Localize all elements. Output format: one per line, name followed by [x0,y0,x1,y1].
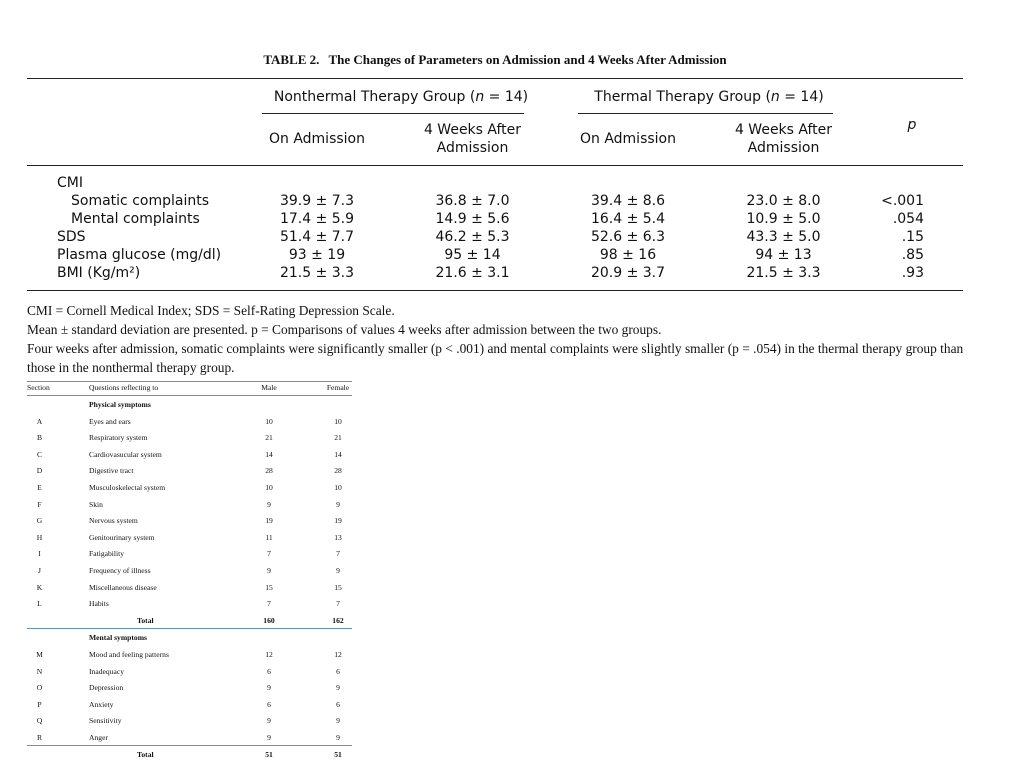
group1-n: n [475,89,485,105]
group2-rule [578,113,833,114]
section-question: Sensitivity [89,716,122,726]
p-value-cell: .93 [901,265,924,281]
female-count: 7 [336,599,340,609]
section-letter: F [37,499,42,509]
value-cell: 14.9 ± 5.6 [435,211,510,227]
physical-total-label: Total [137,615,154,625]
p-header [900,116,924,134]
female-count: 6 [336,666,340,676]
table-label: TABLE 2. [263,52,320,67]
male-count: 28 [265,466,273,476]
group2-n: n [770,89,780,105]
cmi-section-row [27,712,352,729]
section-question: Anger [89,732,108,742]
male-count: 10 [265,416,273,426]
section-letter: O [36,683,43,693]
female-count: 9 [336,683,340,693]
section-letter: K [36,582,43,592]
male-count: 10 [265,482,273,492]
row-label: BMI (Kg/m²) [57,265,141,281]
physical-total-female: 162 [332,615,344,625]
value-cell: 21.6 ± 3.1 [435,265,510,281]
male-count: 9 [267,732,271,742]
footnote-mean: Mean ± standard deviation are presented. p = Comparisons of values 4 weeks after admission between the two groups. [27,322,662,337]
male-count: 12 [265,649,273,659]
section-question: Nervous system [89,516,138,526]
header-male: Male [261,383,277,392]
section-letter: E [37,482,42,492]
value-cell: 17.4 ± 5.9 [279,211,355,227]
male-count: 7 [267,549,271,559]
female-count: 14 [334,449,342,459]
value-cell: 21.5 ± 3.3 [746,265,821,281]
group2-header [578,88,840,106]
header-rule [27,165,963,166]
value-cell: 20.9 ± 3.7 [590,265,666,281]
g2-4weeks-header [716,121,851,157]
footnote-findings: Four weeks after admission, somatic complaints were significantly smaller (p < .001) and mental complaints were slightly smaller (p = .054) in the thermal therapy group than those in the nonthermal therapy group. [27,341,964,375]
mental-total-row [27,745,352,763]
cmi-section-row [27,696,352,713]
section-letter: L [37,599,42,609]
mental-rows [27,646,352,746]
section-question: Cardiovasucular system [89,449,162,459]
section-letter: I [38,549,41,559]
cmi-section-row [27,413,352,430]
g1-on-admission-header: On Admission [268,131,365,147]
value-cell: 10.9 ± 5.0 [746,211,821,227]
value-cell: 52.6 ± 6.3 [590,229,666,245]
female-count: 6 [336,699,340,709]
mental-total-label: Total [137,750,154,760]
g2-4weeks-line1: 4 Weeks After [734,122,833,138]
section-letter: P [37,699,42,709]
section-letter: Q [36,716,43,726]
section-question: Depression [89,683,124,693]
group2-prefix: Thermal Therapy Group ( [594,89,771,105]
mental-total-female: 51 [334,750,342,760]
cmi-section-row [27,729,352,746]
footnotes [27,301,967,377]
physical-title-row [27,396,352,413]
female-count: 10 [334,416,342,426]
table-title-text: The Changes of Parameters on Admission and 4 Weeks After Admission [328,52,727,67]
male-count: 9 [267,499,271,509]
section-letter: R [36,732,43,742]
cmi-section-row [27,646,352,663]
p-header-text: p [907,117,917,133]
cmi-section-row [27,462,352,479]
male-count: 9 [267,565,271,575]
g2-on-admission-header: On Admission [579,131,676,147]
p-value-cell: <.001 [881,193,924,209]
value-cell: 46.2 ± 5.3 [435,229,510,245]
cmi-section-row [27,579,352,596]
value-cell: 23.0 ± 8.0 [746,193,821,209]
header-section: Section [27,383,50,392]
cmi-section-row [27,429,352,446]
g2-4weeks-line2: Admission [747,140,820,156]
cmi-section-row [27,562,352,579]
male-count: 15 [265,582,273,592]
row-label: SDS [57,229,86,245]
physical-total-male: 160 [263,615,275,625]
p-value-cell: .054 [892,211,924,227]
female-count: 28 [334,466,342,476]
cmi-section-row [27,496,352,513]
female-count: 9 [336,565,340,575]
mental-total-male: 51 [265,750,273,760]
female-count: 15 [334,582,342,592]
cmi-section-row [27,512,352,529]
mental-symptoms-title: Mental symptoms [89,633,148,643]
p-value-cell: .85 [901,247,924,263]
female-count: 12 [334,649,342,659]
female-count: 21 [334,433,342,443]
section-letter: H [36,532,43,542]
value-cell: 95 ± 14 [444,247,501,263]
section-question: Musculoskelectal system [89,482,166,492]
section-question: Mood and feeling patterns [89,649,169,659]
male-count: 14 [265,449,273,459]
row-label: Somatic complaints [71,193,209,209]
physical-rows [27,413,352,612]
group1-rule [262,113,524,114]
bottom-rule [27,290,963,291]
section-letter: J [38,565,41,575]
female-count: 13 [334,532,342,542]
value-cell: 51.4 ± 7.7 [279,229,355,245]
female-count: 7 [336,549,340,559]
group2-suffix: = 14) [779,89,824,105]
g1-4weeks-line2: Admission [436,140,509,156]
section-question: Inadequacy [89,666,124,676]
header-questions: Questions reflecting to [89,383,159,392]
male-count: 19 [265,516,273,526]
physical-symptoms-title: Physical symptoms [89,400,151,409]
male-count: 6 [267,666,271,676]
section-letter: A [36,416,43,426]
row-label: Mental complaints [71,211,200,227]
section-letter: N [36,666,43,676]
footnote-abbreviations: CMI = Cornell Medical Index; SDS = Self-Rating Depression Scale. [27,303,395,318]
cmi-section-row [27,679,352,696]
female-count: 9 [336,716,340,726]
female-count: 9 [336,499,340,509]
male-count: 6 [267,699,271,709]
section-question: Habits [89,599,109,609]
section-question: Skin [89,499,103,509]
cmi-table-header [27,381,352,396]
male-count: 21 [265,433,273,443]
female-count: 19 [334,516,342,526]
value-cell: 93 ± 19 [288,247,346,263]
section-question: Genitourinary system [89,532,155,542]
cmi-section-row [27,663,352,680]
p-value-cell: .15 [901,229,924,245]
cmi-section-row [27,595,352,612]
value-cell: 43.3 ± 5.0 [746,229,821,245]
row-label: CMI [57,175,83,191]
header-female: Female [326,383,350,392]
row-label: Plasma glucose (mg/dl) [57,247,222,263]
value-cell: 39.9 ± 7.3 [279,193,355,209]
g1-4weeks-line1: 4 Weeks After [423,122,522,138]
male-count: 11 [265,532,273,542]
cmi-section-row [27,529,352,546]
male-count: 9 [267,716,271,726]
top-rule [27,78,963,79]
section-question: Eyes and ears [89,416,131,426]
section-letter: G [36,516,43,526]
value-cell: 39.4 ± 8.6 [590,193,666,209]
section-letter: C [36,449,43,459]
section-question: Anxiety [89,699,114,709]
section-question: Digestive tract [89,466,134,476]
g1-4weeks-header [405,121,540,157]
value-cell: 16.4 ± 5.4 [590,211,666,227]
cmi-section-row [27,545,352,562]
group1-suffix: = 14) [484,89,529,105]
mental-title-row [27,629,352,646]
cmi-section-row [27,479,352,496]
value-cell: 98 ± 16 [599,247,657,263]
section-question: Frequency of illness [89,565,151,575]
section-question: Fatigability [89,549,125,559]
male-count: 7 [267,599,271,609]
value-cell: 21.5 ± 3.3 [279,265,355,281]
section-letter: M [36,649,43,659]
value-cell: 36.8 ± 7.0 [435,193,510,209]
value-cell: 94 ± 13 [755,247,812,263]
group1-prefix: Nonthermal Therapy Group ( [273,89,476,105]
cmi-section-row [27,446,352,463]
section-letter: D [36,466,43,476]
section-question: Miscellaneous disease [89,582,157,592]
table-title [0,52,990,68]
female-count: 10 [334,482,342,492]
female-count: 9 [336,732,340,742]
group1-header [262,88,540,106]
physical-total-row [27,612,352,630]
male-count: 9 [267,683,271,693]
cmi-sections-table [27,381,352,763]
section-letter: B [36,433,43,443]
section-question: Respiratory system [89,433,148,443]
